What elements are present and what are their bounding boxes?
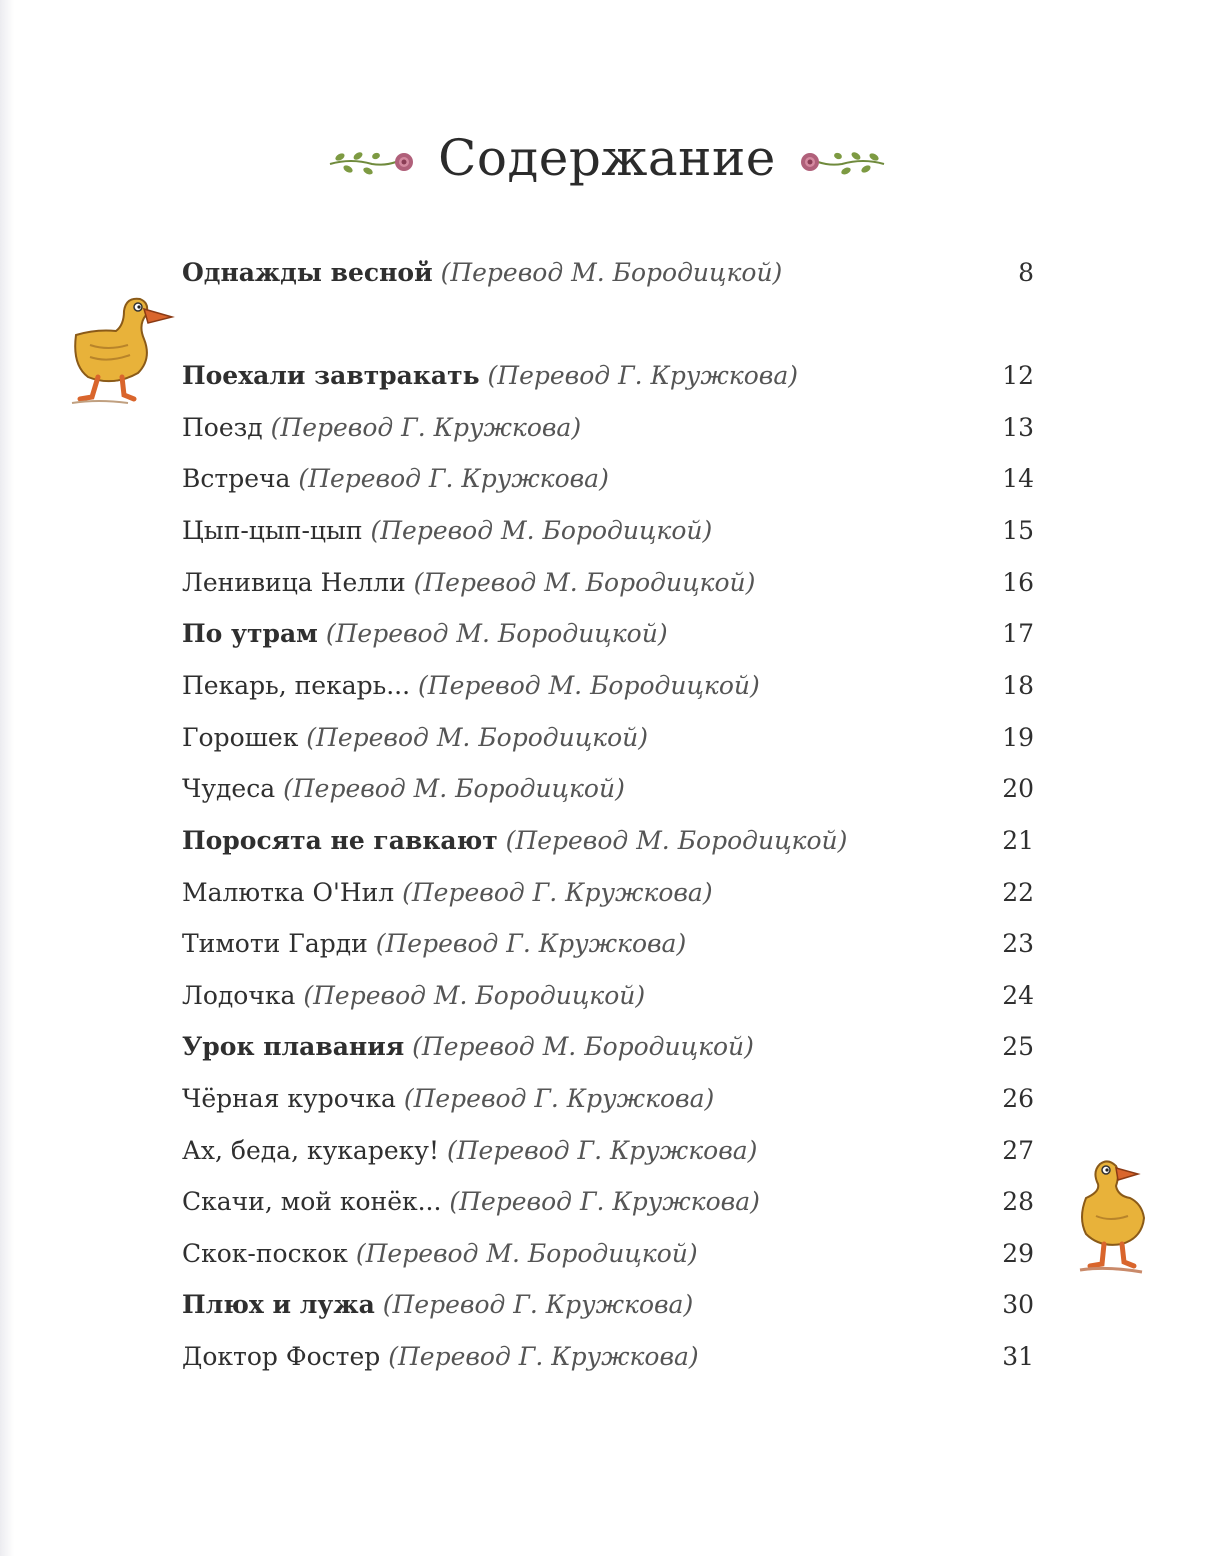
entry-translator: (Перевод М. Бородицкой) (325, 618, 668, 648)
entry-translator: (Перевод Г. Кружкова) (402, 877, 713, 907)
toc-entry[interactable] (182, 1181, 1034, 1221)
entry-page-number: 12 (1002, 360, 1034, 390)
entry-title: Горошек (182, 722, 299, 752)
page-edge-shadow (0, 0, 14, 1556)
entry-translator: (Перевод М. Бородицкой) (370, 515, 713, 545)
entry-page-number: 18 (1002, 670, 1034, 700)
entry-text (182, 826, 847, 855)
entry-page-number: 8 (1018, 257, 1034, 287)
entry-title: По утрам (182, 618, 318, 648)
entry-text (182, 981, 645, 1010)
entry-text (182, 1136, 757, 1165)
duck-right-icon (1076, 1156, 1156, 1280)
entry-text (182, 568, 755, 597)
toc-entry[interactable] (182, 407, 1034, 447)
toc-entry[interactable] (182, 252, 1034, 292)
toc-entry[interactable] (182, 1233, 1034, 1273)
entry-text (182, 774, 625, 803)
entry-translator: (Перевод Г. Кружкова) (375, 928, 687, 958)
entry-text (182, 929, 686, 958)
entry-translator: (Перевод Г. Кружкова) (270, 412, 582, 442)
entry-page-number: 17 (1002, 618, 1034, 648)
entry-text (182, 1084, 714, 1113)
entry-title: Скачи, мой конёк... (182, 1186, 442, 1216)
entry-title: Скок-поскок (182, 1238, 348, 1268)
entry-translator: (Перевод Г. Кружкова) (388, 1341, 699, 1371)
entry-text (182, 671, 760, 700)
entry-title: Поросята не гавкают (182, 825, 498, 855)
entry-translator: (Перевод Г. Кружкова) (298, 463, 609, 493)
entry-page-number: 30 (1002, 1289, 1034, 1319)
entry-text (182, 878, 713, 907)
floral-ornament-right-icon (798, 138, 888, 178)
entry-page-number: 22 (1002, 877, 1034, 907)
entry-title: Встреча (182, 463, 291, 493)
entry-translator: (Перевод М. Бородицкой) (418, 670, 760, 700)
entry-translator: (Перевод Г. Кружкова) (446, 1135, 758, 1165)
entry-page-number: 14 (1002, 463, 1034, 493)
entry-text (182, 516, 712, 545)
floral-ornament-left-icon (326, 138, 416, 178)
toc-entry[interactable] (182, 562, 1034, 602)
entry-title: Пекарь, пекарь... (182, 670, 411, 700)
entry-title: Поезд (182, 412, 263, 442)
entry-text (182, 619, 668, 648)
entry-page-number: 24 (1002, 980, 1034, 1010)
entry-title: Ах, беда, кукареку! (182, 1135, 440, 1165)
entry-text (182, 1290, 693, 1319)
entry-text (182, 1032, 754, 1061)
entry-translator: (Перевод М. Бородицкой) (412, 1031, 754, 1061)
entry-page-number: 27 (1002, 1135, 1034, 1165)
entry-title: Тимоти Гарди (182, 928, 368, 958)
entry-text (182, 1342, 699, 1371)
toc-entry[interactable] (182, 820, 1034, 860)
entry-title: Доктор Фостер (182, 1341, 381, 1371)
entry-title: Однажды весной (182, 257, 433, 287)
toc-entry[interactable] (182, 975, 1034, 1015)
entry-title: Лодочка (182, 980, 296, 1010)
entry-translator: (Перевод М. Бородицкой) (505, 825, 848, 855)
entry-page-number: 26 (1002, 1083, 1034, 1113)
entry-page-number: 16 (1002, 567, 1034, 597)
entry-translator: (Перевод М. Бородицкой) (355, 1238, 698, 1268)
toc-entry[interactable] (182, 1336, 1034, 1376)
entry-page-number: 21 (1002, 825, 1034, 855)
entry-title: Малютка О'Нил (182, 877, 395, 907)
entry-title: Плюх и лужа (182, 1289, 375, 1319)
entry-title: Чудеса (182, 773, 276, 803)
entry-translator: (Перевод М. Бородицкой) (306, 722, 649, 752)
entry-page-number: 13 (1002, 412, 1034, 442)
entry-translator: (Перевод М. Бородицкой) (283, 773, 625, 803)
entry-title: Цып-цып-цып (182, 515, 363, 545)
heading (0, 118, 1214, 198)
entry-text (182, 1187, 760, 1216)
toc-entry[interactable] (182, 613, 1034, 653)
entry-text (182, 413, 581, 442)
entry-title: Чёрная курочка (182, 1083, 396, 1113)
entry-translator: (Перевод Г. Кружкова) (403, 1083, 715, 1113)
toc-entry[interactable] (182, 355, 1034, 395)
page-title: Содержание (438, 129, 776, 187)
toc-entry[interactable] (182, 665, 1034, 705)
entry-page-number: 23 (1002, 928, 1034, 958)
entry-translator: (Перевод М. Бородицкой) (303, 980, 646, 1010)
entry-translator: (Перевод Г. Кружкова) (449, 1186, 760, 1216)
entry-text (182, 258, 782, 287)
entry-translator: (Перевод Г. Кружкова) (382, 1289, 694, 1319)
toc-entry[interactable] (182, 1026, 1034, 1066)
entry-text (182, 723, 648, 752)
toc-entry[interactable] (182, 1284, 1034, 1324)
toc-entry[interactable] (182, 768, 1034, 808)
entry-text (182, 361, 798, 390)
toc-entry[interactable] (182, 1078, 1034, 1118)
toc-entry[interactable] (182, 872, 1034, 912)
toc-entry[interactable] (182, 923, 1034, 963)
entry-page-number: 15 (1002, 515, 1034, 545)
duck-left-icon (68, 295, 178, 407)
entry-title: Поехали завтракать (182, 360, 480, 390)
entry-page-number: 20 (1002, 773, 1034, 803)
entry-title: Ленивица Нелли (182, 567, 406, 597)
entry-page-number: 29 (1002, 1238, 1034, 1268)
entry-text (182, 464, 609, 493)
entry-translator: (Перевод М. Бородицкой) (440, 257, 783, 287)
entry-page-number: 28 (1002, 1186, 1034, 1216)
entry-page-number: 31 (1002, 1341, 1034, 1371)
entry-page-number: 19 (1002, 722, 1034, 752)
toc-entry[interactable] (182, 510, 1034, 550)
toc-entry[interactable] (182, 458, 1034, 498)
toc-entry[interactable] (182, 717, 1034, 757)
entry-translator: (Перевод М. Бородицкой) (413, 567, 756, 597)
entry-title: Урок плавания (182, 1031, 405, 1061)
toc-entry[interactable] (182, 1130, 1034, 1170)
entry-translator: (Перевод Г. Кружкова) (487, 360, 798, 390)
entry-text (182, 1239, 698, 1268)
entry-page-number: 25 (1002, 1031, 1034, 1061)
